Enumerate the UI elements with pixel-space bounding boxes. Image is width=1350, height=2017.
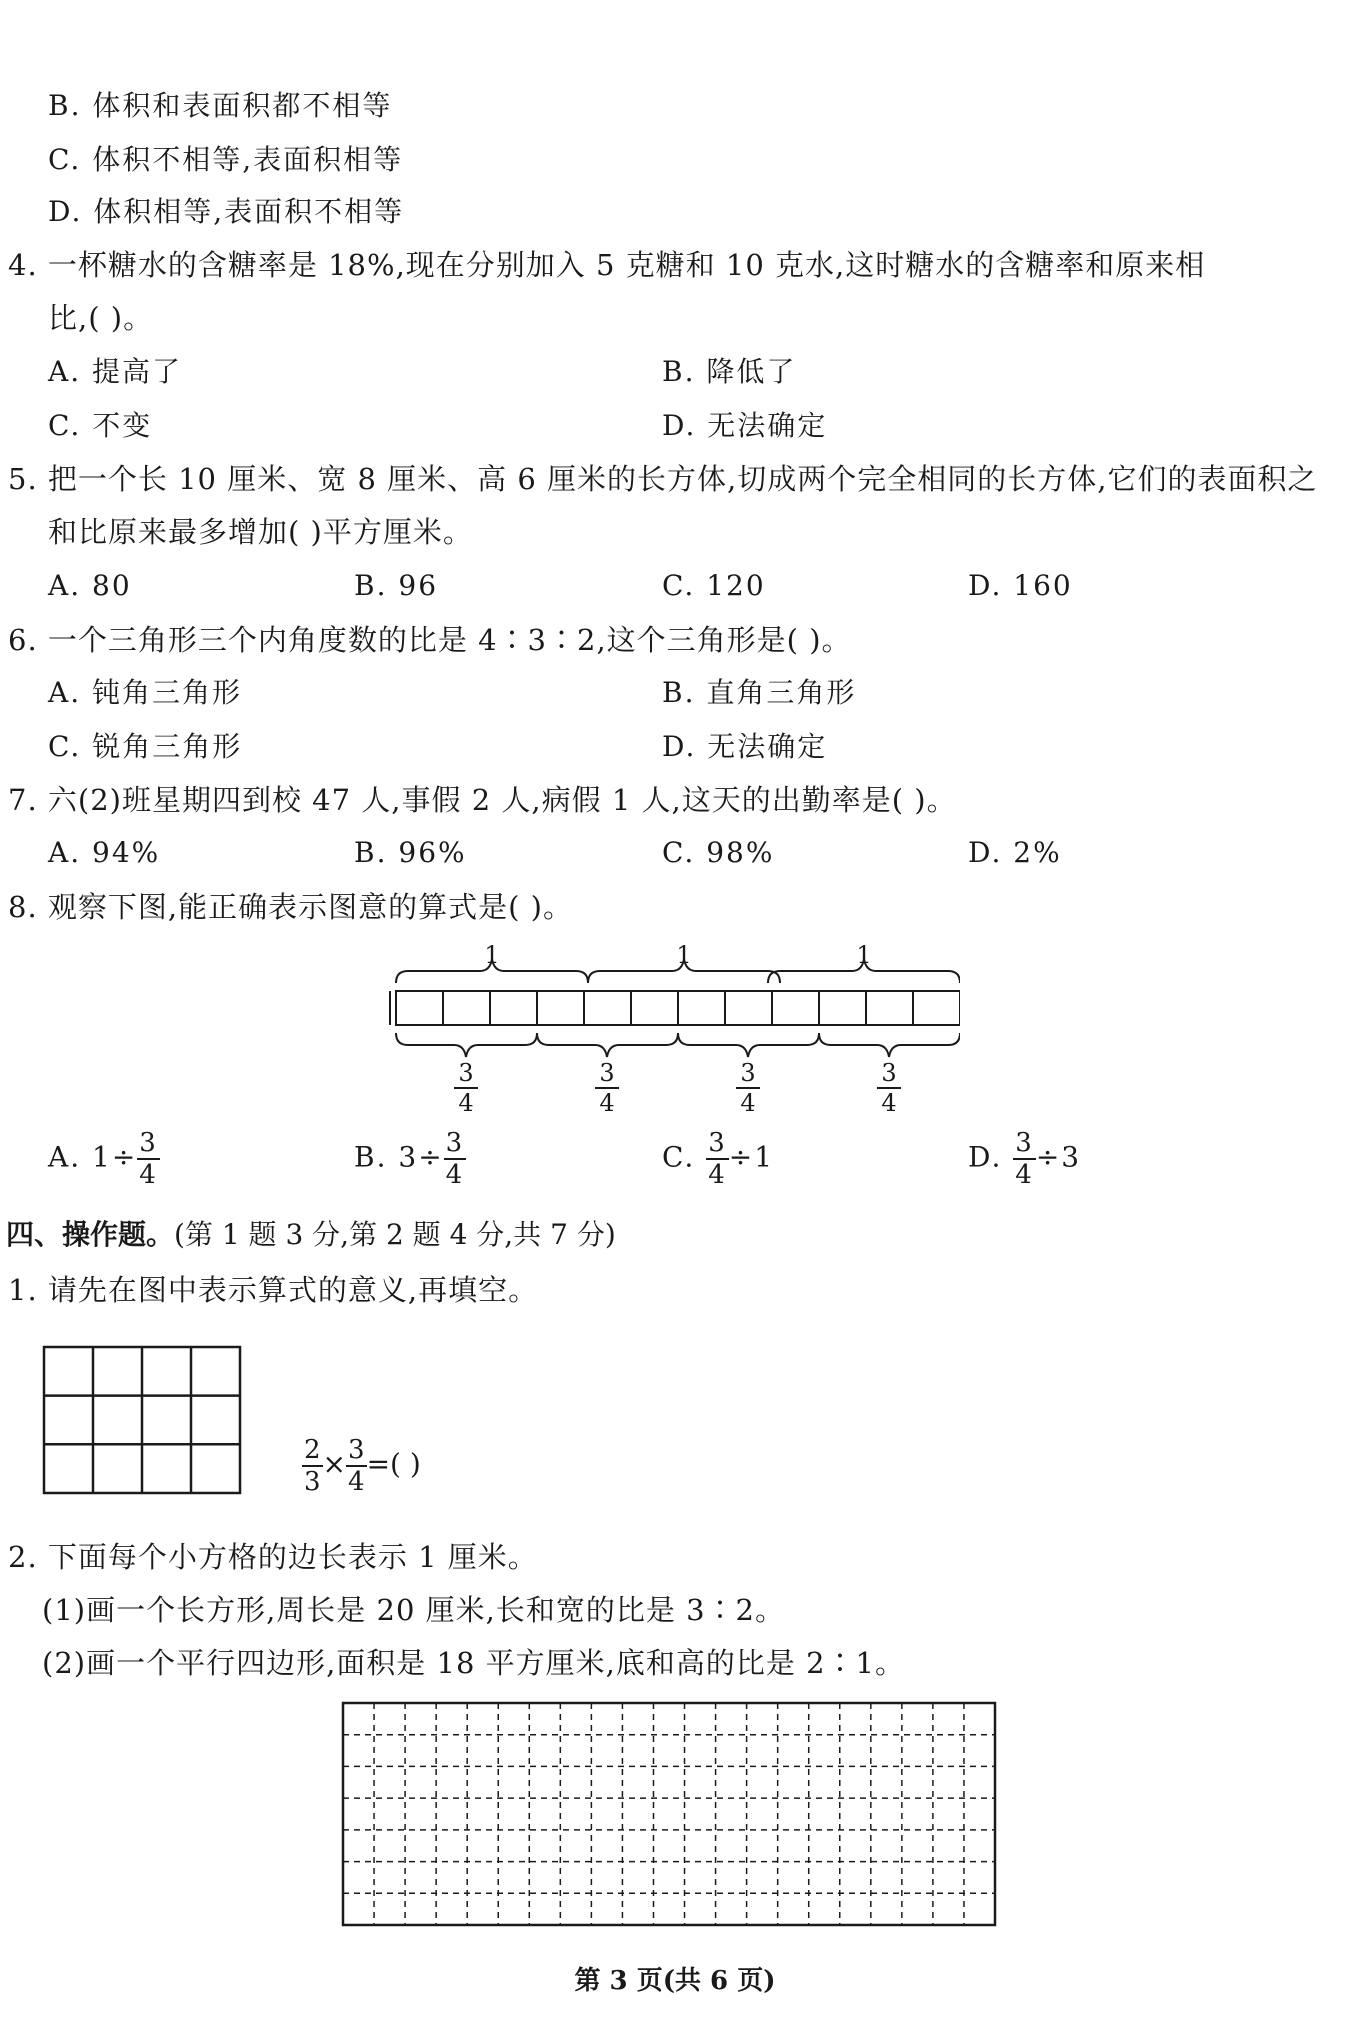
op2-drawing-grid[interactable]: [340, 1700, 1000, 1930]
q8-bottom-numerator: 3: [599, 1059, 615, 1087]
fraction-numerator: 2: [304, 1435, 321, 1465]
answer-blank[interactable]: =( ): [366, 1447, 421, 1481]
q5-option-c: C. 120: [662, 569, 766, 602]
fraction: [137, 1130, 160, 1188]
q6-option-d: D. 无法确定: [662, 730, 828, 763]
q6-option-a: A. 钝角三角形: [48, 676, 243, 709]
q8-option-b: [354, 1130, 466, 1188]
fraction: [302, 1437, 323, 1495]
q5-option-a: A. 80: [48, 569, 132, 602]
fraction-denominator: 3: [304, 1467, 321, 1497]
q8-stem: 8. 观察下图,能正确表示图意的算式是( )。: [8, 890, 573, 924]
section4-title: 四、操作题。: [6, 1218, 175, 1251]
q8-top-label: 1: [856, 945, 872, 969]
q8-option-d: [968, 1130, 1081, 1188]
fraction-numerator: 3: [1015, 1128, 1034, 1158]
q8-strip-diagram: [380, 945, 960, 1115]
fraction-denominator: 4: [1015, 1160, 1034, 1190]
q8-bottom-numerator: 3: [458, 1059, 474, 1087]
q4-option-b: B. 降低了: [662, 355, 797, 388]
fraction: [444, 1130, 467, 1188]
q8-option-b-prefix: B. 3÷: [354, 1140, 444, 1174]
op1-expression: [302, 1437, 421, 1495]
op2-task1: (1)画一个长方形,周长是 20 厘米,长和宽的比是 3∶2。: [42, 1593, 785, 1627]
q4-option-d: D. 无法确定: [662, 409, 828, 442]
q8-bottom-denominator: 4: [881, 1089, 897, 1115]
op1-stem: 1. 请先在图中表示算式的意义,再填空。: [8, 1273, 539, 1307]
q8-option-a-prefix: A. 1÷: [48, 1140, 138, 1174]
q3-option-c: C. 体积不相等,表面积相等: [48, 143, 404, 176]
q8-option-c-suffix: ÷1: [728, 1140, 775, 1174]
section4-score-note: (第 1 题 3 分,第 2 题 4 分,共 7 分): [174, 1218, 616, 1251]
q3-option-b: B. 体积和表面积都不相等: [48, 89, 393, 122]
q5-stem-line2: 和比原来最多增加( )平方厘米。: [48, 515, 473, 549]
q7-option-c: C. 98%: [662, 836, 775, 869]
q8-bottom-numerator: 3: [740, 1059, 756, 1087]
q8-top-label: 1: [676, 945, 692, 969]
fraction-numerator: 3: [708, 1128, 727, 1158]
op2-stem: 2. 下面每个小方格的边长表示 1 厘米。: [8, 1540, 538, 1574]
fraction-denominator: 4: [139, 1160, 158, 1190]
q6-option-b: B. 直角三角形: [662, 676, 857, 709]
q4-stem-line2: 比,( )。: [48, 301, 154, 335]
q7-stem: 7. 六(2)班星期四到校 47 人,事假 2 人,病假 1 人,这天的出勤率是( )。: [8, 783, 957, 817]
q7-option-b: B. 96%: [354, 836, 467, 869]
q3-option-d: D. 体积相等,表面积不相等: [48, 195, 405, 228]
q5-option-d: D. 160: [968, 569, 1073, 602]
q5-option-b: B. 96: [354, 569, 439, 602]
section4-heading: [6, 1215, 616, 1255]
q8-bottom-denominator: 4: [740, 1089, 756, 1115]
q8-top-label: 1: [484, 945, 500, 969]
q7-option-d: D. 2%: [968, 836, 1062, 869]
q5-stem-line1: 5. 把一个长 10 厘米、宽 8 厘米、高 6 厘米的长方体,切成两个完全相同的长方体,它们的表面积之: [8, 462, 1318, 496]
q8-bottom-denominator: 4: [458, 1089, 474, 1115]
fraction-numerator: 3: [139, 1128, 158, 1158]
q8-option-d-prefix: D.: [968, 1140, 1014, 1174]
q4-option-a: A. 提高了: [48, 355, 183, 388]
q8-bottom-denominator: 4: [599, 1089, 615, 1115]
op2-task2: (2)画一个平行四边形,面积是 18 平方厘米,底和高的比是 2∶1。: [42, 1646, 905, 1680]
op1-grid-3x4: [42, 1345, 244, 1497]
q8-bottom-numerator: 3: [881, 1059, 897, 1087]
fraction-denominator: 4: [348, 1467, 365, 1497]
q8-option-d-suffix: ÷3: [1035, 1140, 1082, 1174]
fraction: [346, 1437, 367, 1495]
q8-option-c-prefix: C.: [662, 1140, 707, 1174]
fraction-numerator: 3: [445, 1128, 465, 1158]
q7-option-a: A. 94%: [48, 836, 161, 869]
fraction: [706, 1130, 729, 1188]
fraction-numerator: 3: [348, 1435, 365, 1465]
fraction-denominator: 4: [708, 1160, 727, 1190]
q6-option-c: C. 锐角三角形: [48, 730, 243, 763]
q8-option-c: [662, 1130, 774, 1188]
q4-stem-line1: 4. 一杯糖水的含糖率是 18%,现在分别加入 5 克糖和 10 克水,这时糖水的含糖率和原来相: [8, 248, 1206, 282]
times-sign: ×: [322, 1447, 347, 1481]
fraction: [1013, 1130, 1036, 1188]
fraction-denominator: 4: [445, 1160, 465, 1190]
page-number: 第 3 页(共 6 页): [574, 1966, 776, 1996]
q4-option-c: C. 不变: [48, 409, 153, 442]
q6-stem: 6. 一个三角形三个内角度数的比是 4∶3∶2,这个三角形是( )。: [8, 623, 852, 657]
q8-option-a: [48, 1130, 160, 1188]
